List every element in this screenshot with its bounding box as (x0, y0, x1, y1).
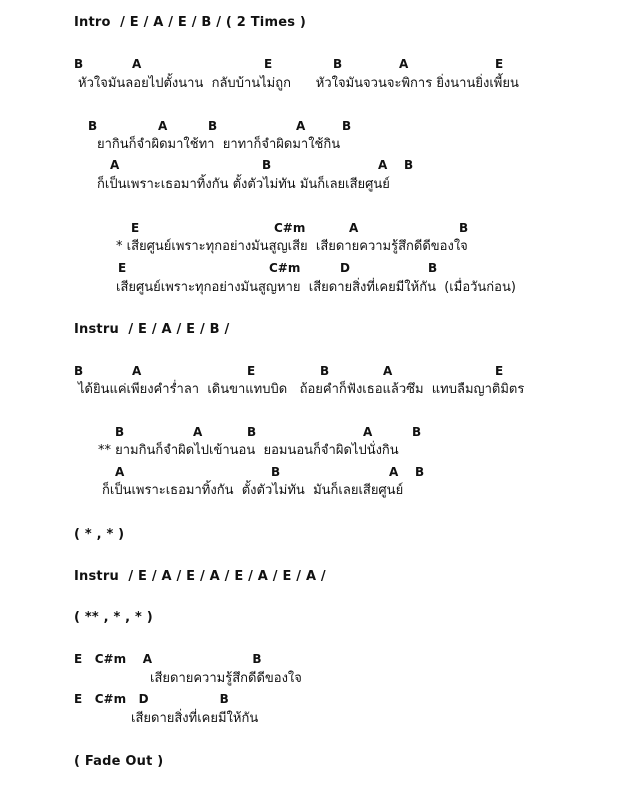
chord: E (495, 364, 504, 378)
chord: A (115, 465, 125, 479)
chord: B (320, 364, 330, 378)
chord: B (262, 158, 272, 172)
chord: B (74, 364, 84, 378)
chord: A (132, 364, 142, 378)
repeat-marker: ( * , * ) (74, 527, 125, 542)
chord: B (412, 425, 422, 439)
chord: A (349, 221, 359, 235)
chord: D (340, 261, 350, 275)
chord: A (296, 119, 306, 133)
chord: B (74, 57, 84, 71)
lyric-line: ได้ยินแค่เพียงคำร่ำลา เดินขาแทบบิด ถ้อยคำก็ฟังเธอแล้วซึม แทบลืมญาติมิตร (78, 382, 525, 397)
instrumental-line: Instru / E / A / E / B / (74, 322, 230, 337)
chord: A (363, 425, 373, 439)
lyric-line: ** ยามกินก็จำผิดไปเข้านอน ยอมนอนก็จำผิดไปนั่งกิน (98, 443, 399, 458)
chord: B (415, 465, 425, 479)
chord: E (264, 57, 273, 71)
lyric-line: เสียดายความรู้สึกดีดีของใจ (150, 671, 302, 686)
chord: A (110, 158, 120, 172)
chord: A (158, 119, 168, 133)
lyric-line: ก็เป็นเพราะเธอมาทิ้งกัน ตั้งตัวไม่ทัน มันก็เลยเสียศูนย์ (97, 177, 390, 192)
chord: B (428, 261, 438, 275)
chord: A (389, 465, 399, 479)
chord: B (115, 425, 125, 439)
lyric-line: ก็เป็นเพราะเธอมาทิ้งกัน ตั้งตัวไม่ทัน มันก็เลยเสียศูนย์ (102, 483, 404, 498)
lyric-line: ยากินก็จำผิดมาใช้ทา ยาทาก็จำผิดมาใช้กิน (97, 137, 341, 152)
lyric-line: * เสียศูนย์เพราะทุกอย่างมันสูญเสีย เสียดายความรู้สึกดีดีของใจ (116, 239, 468, 254)
lyric-line: หัวใจมันลอยไปตั้งนาน กลับบ้านไม่ถูก หัวใจมันจวนจะพิการ ยิ่งนานยิ่งเพี้ยน (78, 76, 519, 91)
chord: B (208, 119, 218, 133)
chord: A (378, 158, 388, 172)
chord: E (118, 261, 127, 275)
lyric-line: เสียดายสิ่งที่เคยมีให้กัน (131, 711, 259, 726)
chord: C#m (269, 261, 301, 275)
chord: B (342, 119, 352, 133)
chord: B (247, 425, 257, 439)
chord: A (399, 57, 409, 71)
chord-row: E C#m A B (74, 652, 262, 666)
chord: C#m (274, 221, 306, 235)
repeat-marker: ( ** , * , * ) (74, 610, 153, 625)
chord: A (132, 57, 142, 71)
chord: B (333, 57, 343, 71)
chord: E (495, 57, 504, 71)
chord: B (404, 158, 414, 172)
chord: E (131, 221, 140, 235)
chord: A (383, 364, 393, 378)
lyric-line: เสียศูนย์เพราะทุกอย่างมันสูญหาย เสียดายสิ่งที่เคยมีให้กัน (เมื่อวันก่อน) (116, 280, 516, 295)
instrumental-line: Instru / E / A / E / A / E / A / E / A / (74, 569, 326, 584)
chord: B (88, 119, 98, 133)
chord-row: E C#m D B (74, 692, 229, 706)
chord: A (193, 425, 203, 439)
chord: B (271, 465, 281, 479)
chord: E (247, 364, 256, 378)
intro-line: Intro / E / A / E / B / ( 2 Times ) (74, 15, 307, 30)
fade-out-marker: ( Fade Out ) (74, 754, 164, 769)
chord: B (459, 221, 469, 235)
